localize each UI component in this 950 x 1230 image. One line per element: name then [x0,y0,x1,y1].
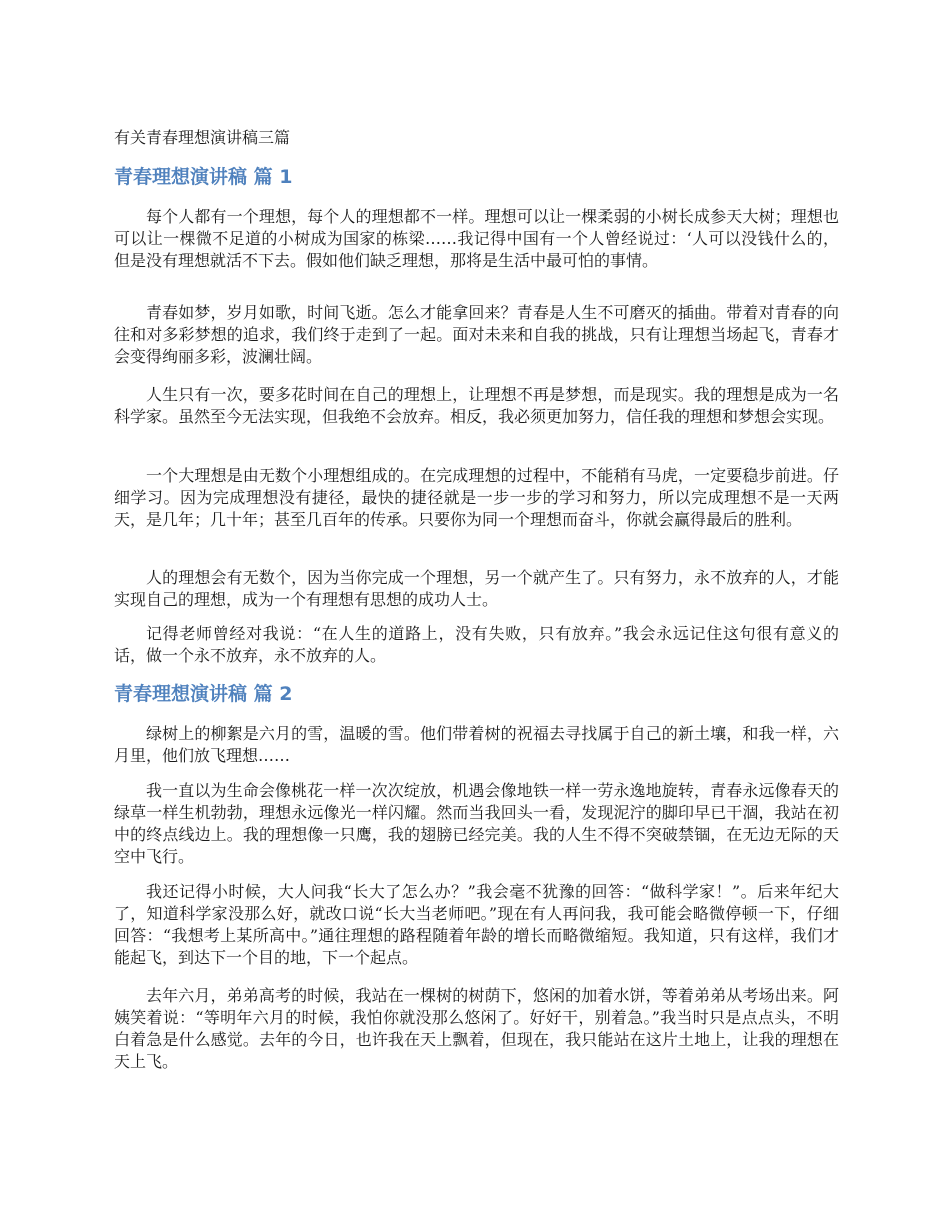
paragraph: 记得老师曾经对我说：“在人生的道路上，没有失败，只有放弃。”我会永远记住这句很有意义的话，做一个永不放弃，永不放弃的人。 [114,624,839,665]
document-title: 有关青春理想演讲稿三篇 [114,128,291,147]
paragraph: 青春如梦，岁月如歌，时间飞逝。怎么才能拿回来？青春是人生不可磨灭的插曲。带着对青春的向往和对多彩梦想的追求，我们终于走到了一起。面对未来和自我的挑战，只有让理想当场起飞，青春才会变得绚丽多彩，波澜壮阔。 [114,303,839,366]
paragraph: 每个人都有一个理想，每个人的理想都不一样。理想可以让一棵柔弱的小树长成参天大树；理想也可以让一棵微不足道的小树成为国家的栋梁……我记得中国有一个人曾经说过：‘人可以没钱什么的，但是没有理想就活不下去。假如他们缺乏理想，那将是生活中最可怕的事情。 [114,207,839,270]
paragraph: 人的理想会有无数个，因为当你完成一个理想，另一个就产生了。只有努力，永不放弃的人，才能实现自己的理想，成为一个有理想有思想的成功人士。 [114,568,839,609]
paragraph: 去年六月，弟弟高考的时候，我站在一棵树的树荫下，悠闲的加着水饼，等着弟弟从考场出来。阿姨笑着说：“等明年六月的时候，我怕你就没那么悠闲了。好好干，别着急。”我当时只是点点头，不明白着急是什么感觉。去年的今日，也许我在天上飘着，但现在，我只能站在这片土地上，让我的理想在天上飞。 [114,986,839,1071]
section-heading-1: 青春理想演讲稿 篇 1 [114,166,293,188]
paragraph: 绿树上的柳絮是六月的雪，温暖的雪。他们带着树的祝福去寻找属于自己的新土壤，和我一样，六月里，他们放飞理想…… [114,724,839,765]
section-heading-2: 青春理想演讲稿 篇 2 [114,683,293,705]
paragraph: 我一直以为生命会像桃花一样一次次绽放，机遇会像地铁一样一劳永逸地旋转，青春永远像春天的绿草一样生机勃勃，理想永远像光一样闪耀。然而当我回头一看，发现泥泞的脚印早已干涸，我站在初中的终点线边上。我的理想像一只鹰，我的翅膀已经完美。我的人生不得不突破禁锢，在无边无际的天空中飞行。 [114,781,839,866]
paragraph: 人生只有一次，要多花时间在自己的理想上，让理想不再是梦想，而是现实。我的理想是成为一名科学家。虽然至今无法实现，但我绝不会放弃。相反，我必须更加努力，信任我的理想和梦想会实现。 [114,385,839,426]
paragraph: 一个大理想是由无数个小理想组成的。在完成理想的过程中，不能稍有马虎，一定要稳步前进。仔细学习。因为完成理想没有捷径，最快的捷径就是一步一步的学习和努力，所以完成理想不是一天两天，是几年；几十年；甚至几百年的传承。只要你为同一个理想而奋斗，你就会赢得最后的胜利。 [114,466,839,529]
paragraph: 我还记得小时候，大人问我“长大了怎么办？”我会毫不犹豫的回答：“做科学家！”。后来年纪大了，知道科学家没那么好，就改口说“长大当老师吧。”现在有人再问我，我可能会略微停顿一下，仔细回答：“我想考上某所高中。”通往理想的路程随着年龄的增长而略微缩短。我知道，只有这样，我们才能起飞，到达下一个目的地，下一个起点。 [114,882,839,967]
